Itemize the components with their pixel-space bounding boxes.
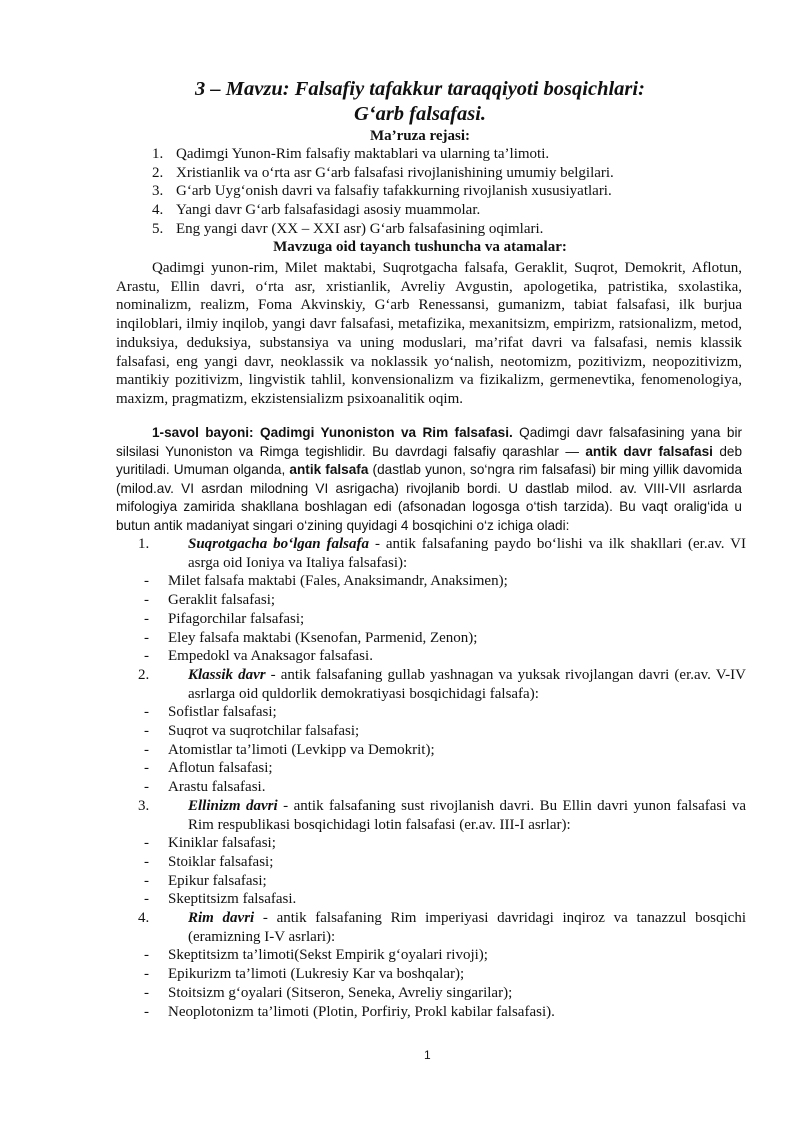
stage-subitem-text: Eley falsafa maktabi (Ksenofan, Parmenid, Zenon); [168, 629, 478, 646]
stage-subitem-text: Neoplotonizm ta’limoti (Plotin, Porfiriy, Prokl kabilar falsafasi). [168, 1003, 555, 1020]
stage-description: - antik falsafaning paydo bo‘lishi va ilk shakllari (er.av. VI asrga oid Ioniya va Italiya falsafasi): [188, 536, 746, 571]
stage-subitem [116, 610, 746, 629]
dash-bullet: - [144, 872, 149, 889]
stage-title: Rim davri [188, 910, 255, 927]
stage-subitem-text: Epikur falsafasi; [168, 872, 267, 889]
stage-subitem [116, 591, 746, 610]
stage-subitem [116, 722, 746, 741]
stage-subitem-text: Pifagorchilar falsafasi; [168, 610, 305, 627]
stage-subitem-text: Aflotun falsafasi; [168, 760, 273, 777]
plan-item-number: 2. [152, 164, 164, 181]
plan-item-number: 1. [152, 146, 164, 162]
plan-item-text: Eng yangi davr (XX – XXI asr) G‘arb falsafasining oqimlari. [176, 220, 544, 237]
stage-subitem [116, 572, 746, 591]
dash-bullet: - [144, 704, 149, 721]
stage-title: Klassik davr [188, 666, 266, 683]
dash-bullet: - [144, 723, 149, 740]
plan-list [152, 145, 752, 239]
plan-item [152, 201, 752, 220]
plan-item-number: 5. [152, 220, 164, 237]
stage-description: - antik falsafaning gullab yashnagan va yuksak rivojlangan davri (er.av. V-IV asrlarga oid quldorlik demokratiyasi bosqichidagi falsafa): [188, 666, 746, 702]
dash-bullet: - [144, 891, 149, 908]
stage-subitem [116, 1003, 746, 1022]
dash-bullet: - [144, 835, 149, 852]
q1-text-a: Qadimgi davr falsafasining yana bir silsilasi Yunoniston va Rimga tegishlidir. Bu davrdagi falsafiy qarashlar — [116, 425, 742, 459]
stage-subitem [116, 759, 746, 778]
stage-subitem-text: Arastu falsafasi. [168, 779, 266, 796]
stage-subitem-text: Geraklit falsafasi; [168, 592, 276, 609]
plan-item [152, 164, 752, 183]
dash-bullet: - [144, 760, 149, 777]
plan-item-text: Qadimgi Yunon-Rim falsafiy maktablari va ularning ta’limoti. [176, 146, 550, 162]
stage-subitem [116, 872, 746, 891]
stage-description: - antik falsafaning sust rivojlanish davri. Bu Ellin davri yunon falsafasi va Rim respublikasi bosqichidagi lotin falsafasi (er.av. III-I asrlar): [188, 797, 746, 833]
q1-text-c: (dastlab yunon, so‘ngra rim falsafasi) bir ming yillik davomida (milod.av. VI asrdan milodning VI asrigacha) rivojlanib bordi. U dastlab milod. av. VIII-VII asrlarda mifologiya zamirida shakllana boshlagan edi (afsonadan logosga o‘tish tarzida). Bu vaqt oralig‘ida u butun antik madaniyat singari o‘zining quyidagi 4 bosqichini o‘z ichiga oladi: [116, 462, 743, 533]
stage-subitem-text: Stoiklar falsafasi; [168, 853, 274, 870]
question-1-heading: 1-savol bayoni: Qadimgi Yunoniston va Rim falsafasi. [152, 425, 513, 440]
page-title-line2: G‘arb falsafasi. [353, 103, 487, 125]
stage-subitem [116, 629, 746, 648]
stage-subitem-text: Stoitsizm g‘oyalari (Sitseron, Seneka, Avreliy singarilar); [168, 984, 513, 1001]
stage-subitem-text: Kiniklar falsafasi; [168, 835, 276, 852]
stage-subitem [116, 853, 746, 872]
stage-title: Ellinizm davri [188, 797, 278, 814]
page-title-line1: 3 – Mavzu: Falsafiy tafakkur taraqqiyoti bosqichlari: [195, 78, 645, 100]
plan-item-number: 4. [152, 202, 164, 219]
question-1-paragraph [116, 424, 742, 535]
dash-bullet: - [144, 947, 149, 964]
dash-bullet: - [144, 966, 149, 983]
dash-bullet: - [144, 592, 149, 609]
dash-bullet: - [144, 610, 149, 627]
stage-number: 3. [138, 797, 150, 814]
plan-item [152, 145, 752, 164]
stage-item [116, 797, 746, 834]
plan-item-text: Yangi davr G‘arb falsafasidagi asosiy muammolar. [176, 202, 481, 219]
stage-subitem-text: Suqrot va suqrotchilar falsafasi; [168, 723, 360, 740]
plan-item-number: 3. [152, 183, 164, 200]
plan-item-text: Xristianlik va o‘rta asr G‘arb falsafasi rivojlanishining umumiy belgilari. [176, 164, 614, 181]
terms-heading: Mavzuga oid tayanch tushuncha va atamalar: [273, 239, 567, 255]
plan-item-text: G‘arb Uyg‘onish davri va falsafiy tafakkurning rivojlanish xususiyatlari. [176, 183, 612, 200]
stage-subitem [116, 647, 746, 666]
dash-bullet: - [144, 853, 149, 870]
dash-bullet: - [144, 629, 149, 646]
stage-subitem-text: Epikurizm ta’limoti (Lukresiy Kar va boshqalar); [168, 966, 465, 983]
terms-paragraph: Qadimgi yunon-rim, Milet maktabi, Suqrotgacha falsafa, Geraklit, Suqrot, Demokrit, Aflotun, Arastu, Ellin davri, o‘rta asr, xristianlik, Avreliy Avgustin, apologetika, patristika, sxolastika, nominalizm, realizm, Foma Akvinskiy, G‘arb Renessansi, gumanizm, tabiat falsafasi, ilk burjua inqiloblari, ilmiy inqilob, yangi davr falsafasi, metafizika, mexanitsizm, empirizm, ratsionalizm, metod, induksiya, deduksiya, substansiya va uning moduslari, ma’rifat davri va falsafasi, nemis klassik falsafasi, eng yangi davr, neoklassik va noklassik yo‘nalish, neotomizm, pozitivizm, neopozitivizm, mantikiy pozitivizm, lingvistik tahlil, konvensionalizm va fizikalizm, germenevtika, fenomenologiya, maxizm, pragmatizm, ekzistensializm psixoanalitik oqim. [116, 260, 742, 407]
stage-subitem [116, 741, 746, 760]
plan-heading: Ma’ruza rejasi: [369, 128, 471, 144]
dash-bullet: - [144, 648, 149, 665]
dash-bullet: - [144, 1003, 149, 1020]
stage-item [116, 535, 746, 572]
stage-subitem [116, 946, 746, 965]
dash-bullet: - [144, 573, 149, 590]
stage-subitem-text: Milet falsafa maktabi (Fales, Anaksimandr, Anaksimen); [168, 573, 508, 590]
stage-number: 4. [138, 910, 150, 927]
stage-item [116, 666, 746, 703]
dash-bullet: - [144, 984, 149, 1001]
stage-subitem [116, 703, 746, 722]
dash-bullet: - [144, 741, 149, 758]
plan-item [152, 220, 752, 239]
q1-bold-a: antik davr falsafasi [585, 443, 713, 459]
stage-title: Suqrotgacha bo‘lgan falsafa [188, 536, 370, 552]
stage-subitem-text: Empedokl va Anaksagor falsafasi. [168, 648, 373, 665]
stage-subitem [116, 890, 746, 909]
stage-subitem [116, 965, 746, 984]
stage-description: - antik falsafaning Rim imperiyasi davridagi inqiroz va tanazzul bosqichi (eramizning I-V asrlari): [188, 910, 746, 945]
stage-number: 2. [138, 666, 150, 683]
stage-subitem-text: Skeptitsizm ta’limoti(Sekst Empirik g‘oyalari rivoji); [168, 947, 488, 964]
stage-subitem [116, 984, 746, 1003]
plan-item [152, 182, 752, 201]
stage-subitem-text: Sofistlar falsafasi; [168, 704, 277, 721]
stages-outline [116, 535, 746, 1021]
stage-subitem [116, 778, 746, 797]
stage-subitem [116, 834, 746, 853]
stage-number: 1. [138, 536, 150, 552]
q1-text-b: deb yuritiladi. Umuman olganda, [116, 443, 742, 477]
page-number: 1 [424, 1048, 431, 1062]
q1-bold-b: antik falsafa [289, 462, 369, 477]
dash-bullet: - [144, 779, 149, 796]
stage-item [116, 909, 746, 946]
stage-subitem-text: Skeptitsizm falsafasi. [168, 891, 297, 908]
stage-subitem-text: Atomistlar ta’limoti (Levkipp va Demokrit); [168, 741, 435, 758]
